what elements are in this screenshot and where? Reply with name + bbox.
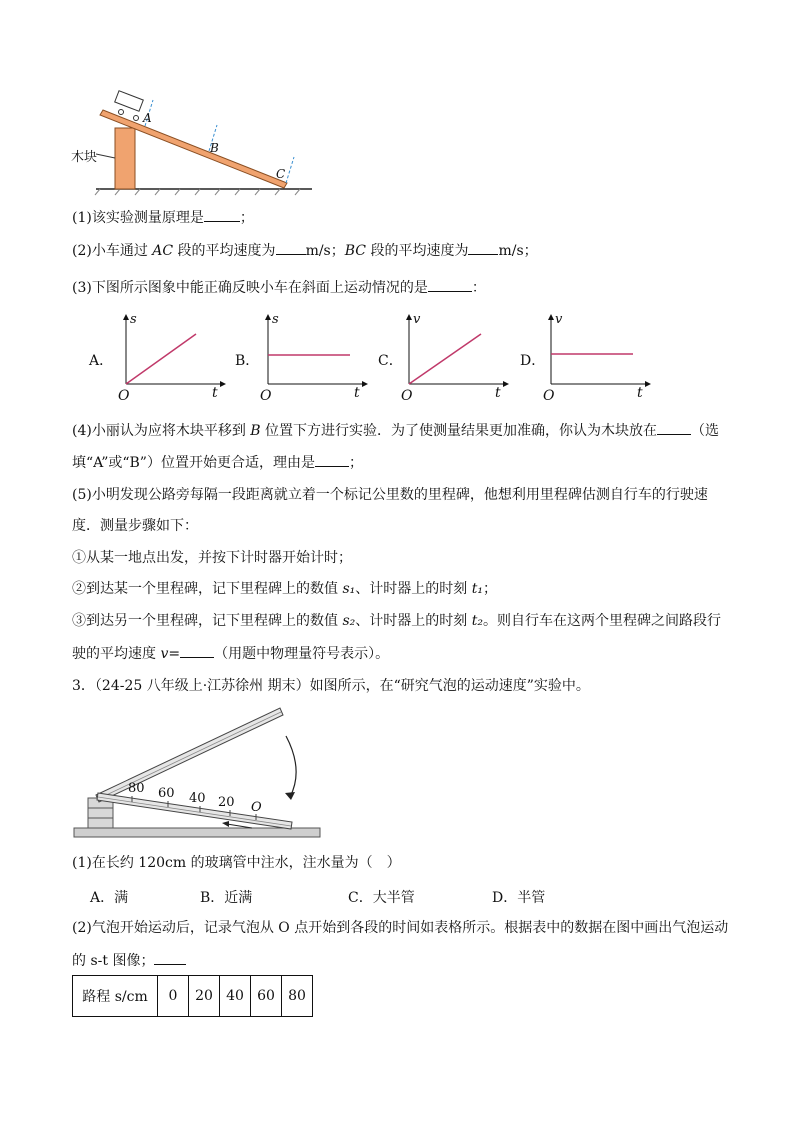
- q3-option-a[interactable]: A．满: [90, 890, 129, 906]
- q2-part2: (2)小车通过 AC 段的平均速度为 m/s；BC 段的平均速度为 m/s；: [72, 240, 538, 261]
- table-cell: 0: [158, 976, 189, 1017]
- q2-part3: (3)下图所示图象中能正确反映小车在斜面上运动情况的是 ：: [72, 277, 486, 298]
- tube-mark-40: 40: [189, 791, 206, 806]
- q3-option-d[interactable]: D．半管: [492, 890, 546, 906]
- table-header-cell: 路程 s/cm: [73, 976, 158, 1017]
- q3-option-c[interactable]: C．大半管: [348, 890, 415, 906]
- graph-c-label: C．: [378, 353, 403, 369]
- tube-mark-80: 80: [128, 781, 145, 796]
- table-cell: 80: [282, 976, 313, 1017]
- table-cell: 20: [189, 976, 220, 1017]
- q2-part5-line2: 度．测量步骤如下：: [72, 518, 198, 534]
- q2-part4-line2: 填“A”或“B”）位置开始更合适，理由是 ；: [72, 452, 363, 473]
- point-a-label: A: [143, 111, 152, 125]
- point-b-label: B: [210, 141, 219, 155]
- support-block: [88, 798, 113, 828]
- bubble-tube-figure: [72, 700, 327, 845]
- incline-figure: [90, 88, 320, 198]
- tube-mark-o: O: [251, 800, 262, 815]
- q2-step2: ②到达某一个里程碑，记下里程碑上的数值 s₁、计时器上的时刻 t₁；: [72, 581, 497, 597]
- q2-part4-line1: (4)小丽认为应将木块平移到 B 位置下方进行实验．为了使测量结果更加准确，你认为木块放在 （选: [72, 420, 719, 441]
- q2-part1: (1)该实验测量原理是 ；: [72, 207, 254, 228]
- q2-part5-line1: (5)小明发现公路旁每隔一段距离就立着一个标记公里数的里程碑，他想利用里程碑估测自行车的行驶速: [72, 487, 708, 503]
- bubble-direction-arrow: [227, 824, 252, 828]
- graph-d-label: D．: [520, 353, 546, 369]
- wooden-block: [115, 128, 135, 189]
- graph-b-label: B．: [235, 353, 260, 369]
- graph-a-label: A．: [89, 353, 114, 369]
- table-row: [73, 976, 313, 1017]
- tube-base-board: [74, 828, 320, 837]
- tube-mark-60: 60: [158, 786, 175, 801]
- q3-title: 3．（24-25 八年级上·江苏徐州 期末）如图所示，在“研究气泡的运动速度”实验中。: [72, 678, 590, 694]
- q3-part1: (1)在长约 120cm 的玻璃管中注水，注水量为（ ）: [72, 855, 401, 871]
- q2-step3: ③到达另一个里程碑，记下里程碑上的数值 s₂、计时器上的时刻 t₂。则自行车在这两个里程碑之间路段行: [72, 613, 721, 629]
- table-cell: 60: [251, 976, 282, 1017]
- q2-step1: ①从某一地点出发，并按下计时器开始计时；: [72, 550, 352, 566]
- block-label: 木块: [71, 150, 98, 165]
- q3-part2: (2)气泡开始运动后，记录气泡从 O 点开始到各段的时间如表格所示。根据表中的数据在图中画出气泡运动: [72, 920, 729, 936]
- tube-mark-20: 20: [218, 795, 235, 810]
- rotation-arrow: [286, 736, 296, 797]
- distance-table: [72, 975, 313, 1017]
- q3-option-b[interactable]: B．近满: [200, 890, 253, 906]
- table-cell: 40: [220, 976, 251, 1017]
- raised-tube: [96, 708, 283, 802]
- q2-step3-cont: 驶的平均速度 v= （用题中物理量符号表示）。: [72, 643, 389, 664]
- q3-part2-cont: 的 s-t 图像；: [72, 950, 186, 971]
- point-c-label: C: [276, 167, 286, 181]
